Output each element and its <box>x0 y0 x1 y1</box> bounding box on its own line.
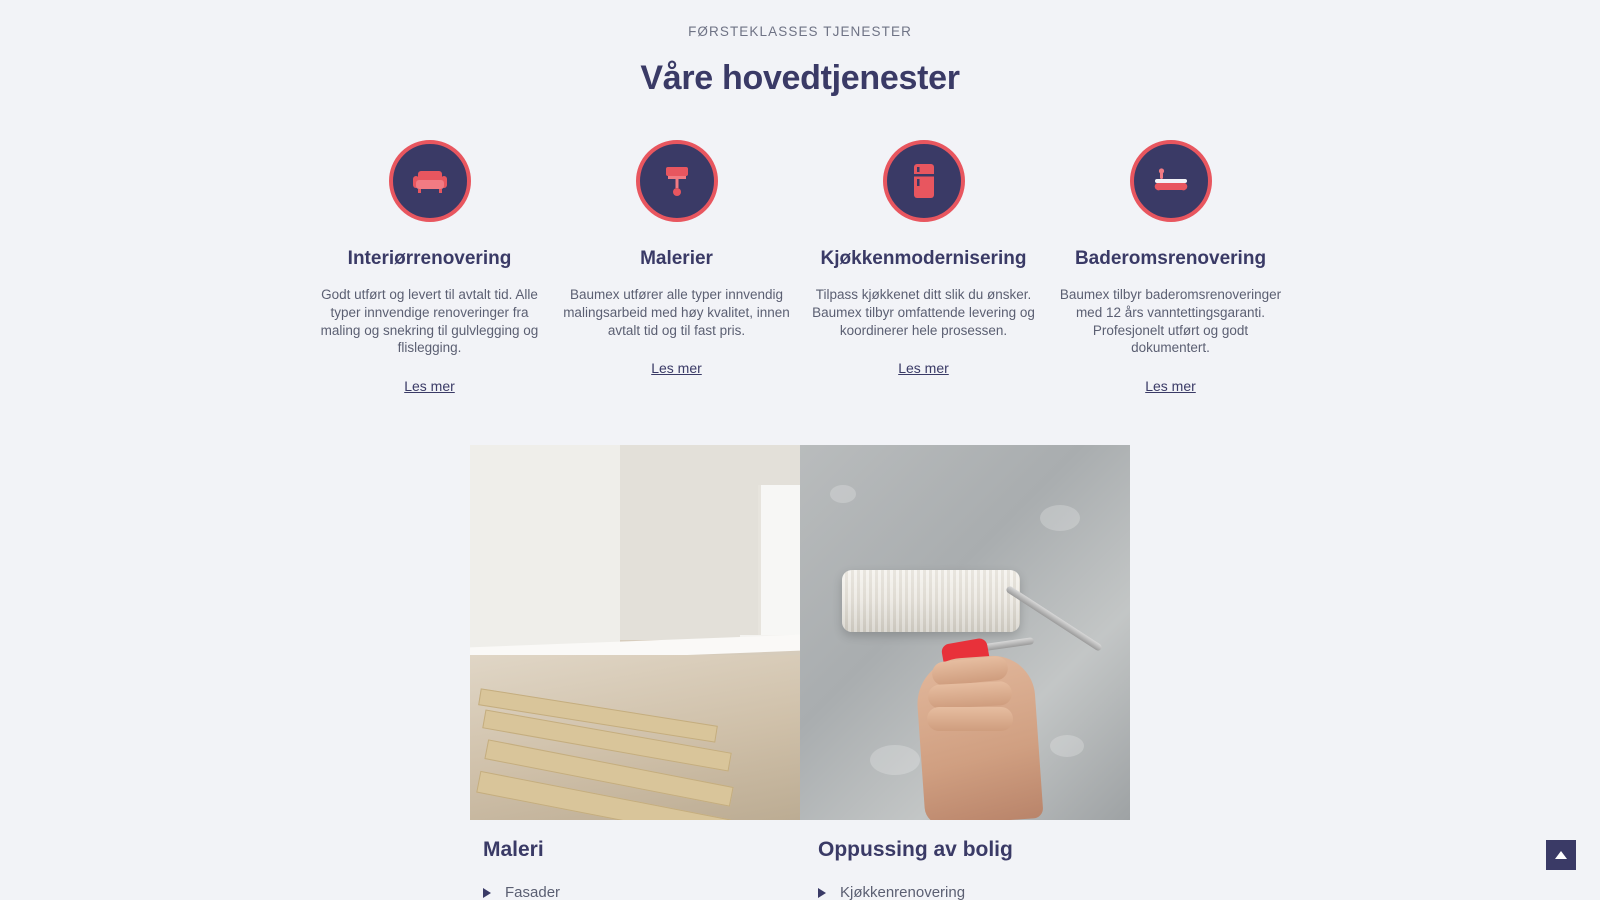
gallery <box>470 445 1130 820</box>
category-title: Maleri <box>483 838 544 861</box>
service-read-more-link[interactable]: Les mer <box>404 378 455 395</box>
sofa-icon <box>389 140 471 222</box>
service-title: Interiørrenovering <box>347 248 512 269</box>
service-title: Kjøkkenmodernisering <box>820 248 1027 269</box>
service-read-more-link[interactable]: Les mer <box>898 360 949 377</box>
service-card-bathroom <box>1047 140 1294 396</box>
service-card-painting <box>553 140 800 396</box>
chevron-right-icon <box>483 888 491 898</box>
category-column-maleri <box>470 838 805 900</box>
list-item[interactable] <box>818 884 1140 900</box>
service-description: Tilpass kjøkkenet ditt slik du ønsker. Baumex tilbyr omfattende levering og koordinerer hele prosessen. <box>812 287 1035 338</box>
gallery-image-roller[interactable] <box>800 445 1130 820</box>
list-item[interactable] <box>483 884 805 900</box>
service-title: Baderomsrenovering <box>1074 248 1267 269</box>
list-item-label: Fasader <box>505 884 561 900</box>
services-list <box>0 140 1600 396</box>
service-read-more-link[interactable]: Les mer <box>1145 378 1196 395</box>
service-card-kitchen <box>800 140 1047 396</box>
page-title: Våre hovedtjenester <box>640 59 960 97</box>
service-description: Godt utført og levert til avtalt tid. Alle typer innvendige renoveringer fra maling og snekring til gulvlegging og flislegging. <box>320 287 539 356</box>
section-eyebrow: FØRSTEKLASSES TJENESTER <box>688 24 912 39</box>
category-lists <box>470 838 1150 900</box>
refrigerator-icon <box>883 140 965 222</box>
category-title: Oppussing av bolig <box>818 838 1013 861</box>
service-read-more-link[interactable]: Les mer <box>651 360 702 377</box>
bathtub-icon <box>1130 140 1212 222</box>
gallery-image-room[interactable] <box>470 445 800 820</box>
chevron-right-icon <box>818 888 826 898</box>
service-description: Baumex tilbyr baderomsrenoveringer med 12 års vanntettingsgaranti. Profesjonelt utført og godt dokumentert. <box>1059 287 1282 356</box>
arrow-up-icon <box>1555 851 1567 859</box>
paint-roller-icon <box>636 140 718 222</box>
back-to-top-button[interactable] <box>1546 840 1576 870</box>
list-item-label: Kjøkkenrenovering <box>840 884 966 900</box>
service-card-interior <box>306 140 553 396</box>
category-column-oppussing <box>805 838 1140 900</box>
service-description: Baumex utfører alle typer innvendig malingsarbeid med høy kvalitet, innen avtalt tid og til fast pris. <box>563 287 790 338</box>
service-title: Malerier <box>640 248 713 269</box>
